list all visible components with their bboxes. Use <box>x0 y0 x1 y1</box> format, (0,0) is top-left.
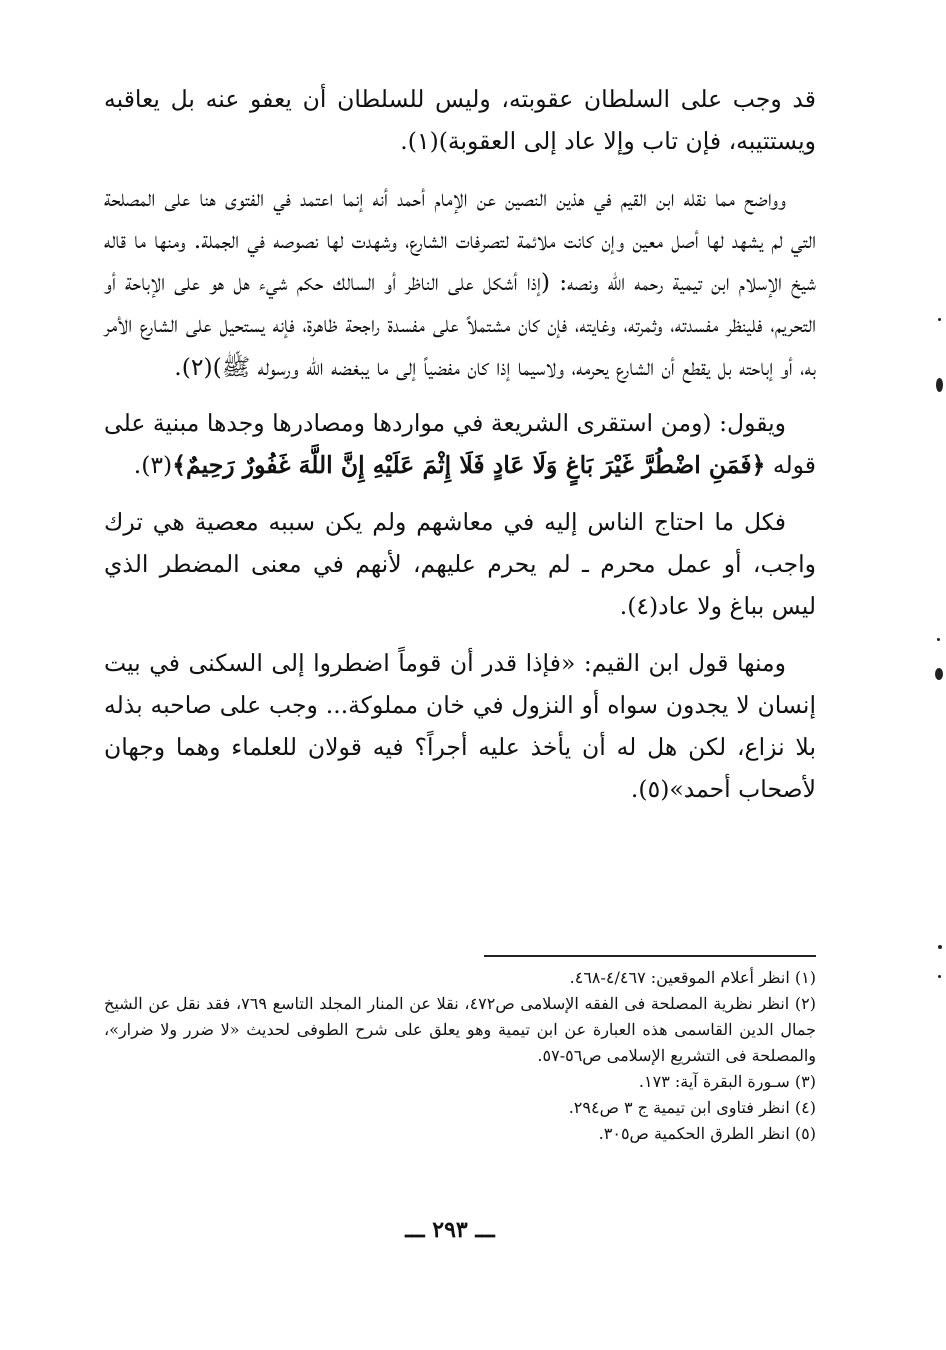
main-text <box>104 78 816 825</box>
scan-speck <box>938 318 941 321</box>
footnote-ref: (٣). <box>133 451 173 480</box>
page-number: ـــ ٢٩٣ ـــ <box>405 1217 495 1243</box>
footnote-divider <box>484 955 816 957</box>
footnote: (٤) انظر فتاوى ابن تيمية ج ٣ ص٢٩٤. <box>568 1098 816 1117</box>
paragraph: وواضح مما نقله ابن القيم في هذين النصين عن الإمام أحمد أنه إنما اعتمد في الفتوى هنا على المصلحة التي لم يشهد لها أصل معين وإن كانت ملائمة لتصرفات الشارع، وشهدت لها نصوصه في الجملة. ومنها ما قاله شيخ الإسلام ابن تيمية رحمه الله ونصه: (إذا أشكل على الناظر أو السالك حكم شيء هل هو على الإباحة أو التحريم، فلينظر مفسدته، وثمرته، وغايته، فإن كان مشتملاً على مفسدة راجحة ظاهرة، فإنه يستحيل على الشارع الأمر به، أو إباحته بل يقطع أن الشارع يحرمه، ولاسيما إذا كان مفضياً إلى ما يبغضه الله ورسوله ﷺ)(٢). <box>104 183 816 381</box>
paragraph: فكل ما احتاج الناس إليه في معاشهم ولم يكن سببه معصية هي ترك واجب، أو عمل محرم ـ لم يحرم عليهم، لأنهم في معنى المضطر الذي ليس بباغ ولا عاد(٤). <box>104 507 816 621</box>
paragraph: ومنها قول ابن القيم: «فإذا قدر أن قوماً اضطروا إلى السكنى في بيت إنسان لا يجدون سواه أو النزول في خان مملوكة... وجب على صاحبه بذله بلا نزاع، لكن هل له أن يأخذ عليه أجراً؟ فيه قولان للعلماء وهما وجهان لأصحاب أحمد»(٥). <box>104 648 816 804</box>
paragraph-text: ويقول: (ومن استقرى الشريعة في مواردها ومصادرها وجدها مبنية على قوله <box>104 409 816 480</box>
paragraph-with-verse <box>104 402 816 487</box>
footnotes <box>104 965 816 1147</box>
footnote: (٥) انظر الطرق الحكمية ص٣٠٥. <box>598 1124 816 1143</box>
scan-speck <box>937 638 940 641</box>
scan-speck <box>938 945 942 949</box>
footnote: (٣) سـورة البقرة آية: ١٧٣. <box>638 1072 816 1091</box>
footnote: (١) انظر أعلام الموقعين: ٤/٤٦٧-٤٦٨. <box>569 968 816 987</box>
footnote: (٢) انظر نظرية المصلحة فى الفقه الإسلامى ص٤٧٢، نقلا عن المنار المجلد التاسع ٧٦٩، فقد نقل عن الشيخ جمال الدين القاسمى هذه العبارة عن ابن تيمية وهو يعلق على شرح الطوفى لحديث «لا ضرر ولا ضرار»، والمصلحة فى التشريع الإسلامى ص٥٦-٥٧. <box>104 994 817 1065</box>
paragraph: قد وجب على السلطان عقوبته، وليس للسلطان أن يعفو عنه بل يعاقبه ويستتيبه، فإن تاب وإلا عاد إلى العقوبة)(١). <box>104 85 816 156</box>
scan-speck <box>935 668 943 680</box>
scan-speck <box>936 378 943 392</box>
quran-verse: ﴿فَمَنِ اضْطُرَّ غَيْرَ بَاغٍ وَلَا عَادٍ فَلَا إِثْمَ عَلَيْهِ إِنَّ اللَّهَ غَفُورٌ رَحِيمٌ﴾ <box>172 451 766 480</box>
scan-speck <box>938 975 941 978</box>
